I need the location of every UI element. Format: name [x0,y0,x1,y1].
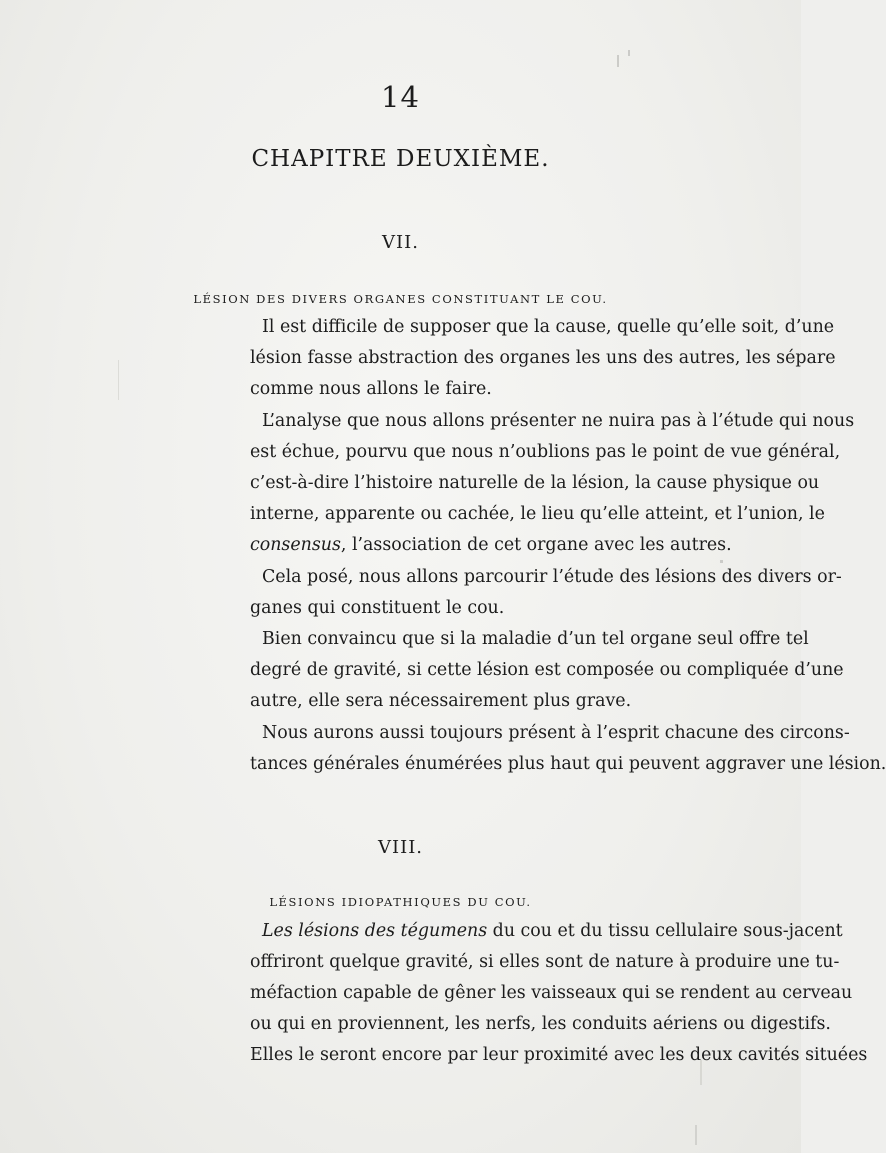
italic-term: Les lésions des tégumens [262,921,488,941]
paper-speck [695,1125,697,1145]
italic-term: consensus [250,535,341,555]
paragraph-line: Il est difficile de supposer que la cause, quelle qu’elle soit, d’une [262,317,835,337]
page-number: 14 [381,80,420,114]
paper-speck [628,50,630,56]
paragraph-line: offriront quelque gravité, si elles sont de nature à produire une tu- [250,952,840,972]
paper-speck [720,560,723,563]
paper-speck [118,360,119,400]
paragraph-line: lésion fasse abstraction des organes les uns des autres, les sépare [250,348,836,368]
chapter-title: CHAPITRE DEUXIÈME. [251,146,550,172]
section-viii-title: LÉSIONS IDIOPATHIQUES DU COU. [269,895,532,909]
paper-speck [700,1060,702,1085]
paragraph-line: consensus, l’association de cet organe avec les autres. [250,535,732,555]
paragraph-line: interne, apparente ou cachée, le lieu qu’elle atteint, et l’union, le [250,504,825,524]
paragraph-line: degré de gravité, si cette lésion est composée ou compliquée d’une [250,660,844,680]
paragraph-line: autre, elle sera nécessairement plus grave. [250,691,632,711]
paragraph-line: Les lésions des tégumens du cou et du tissu cellulaire sous-jacent [262,921,843,941]
paragraph-line: comme nous allons le faire. [250,379,492,399]
paragraph-line: tances générales énumérées plus haut qui peuvent aggraver une lésion. [250,754,886,774]
paragraph-line: méfaction capable de gêner les vaisseaux qui se rendent au cerveau [250,983,853,1003]
paragraph-line: est échue, pourvu que nous n’oublions pas le point de vue général, [250,442,841,462]
section-viii-numeral: VIII. [377,837,424,858]
paragraph-line: Elles le seront encore par leur proximité avec les deux cavités situées [250,1045,868,1065]
paragraph-line: Bien convaincu que si la maladie d’un tel organe seul offre tel [262,629,809,649]
paragraph-line: L’analyse que nous allons présenter ne nuira pas à l’étude qui nous [262,411,855,431]
section-vii-numeral: VII. [382,232,419,253]
paper-speck [617,55,619,67]
paragraph-line: Nous aurons aussi toujours présent à l’esprit chacune des circons- [262,723,850,743]
paragraph-line: ganes qui constituent le cou. [250,598,505,618]
paragraph-line: Cela posé, nous allons parcourir l’étude des lésions des divers or- [262,567,842,587]
paragraph-line: c’est-à-dire l’histoire naturelle de la lésion, la cause physique ou [250,473,820,493]
paragraph-line: ou qui en proviennent, les nerfs, les conduits aériens ou digestifs. [250,1014,831,1034]
section-vii-title: LÉSION DES DIVERS ORGANES CONSTITUANT LE COU. [193,292,608,306]
